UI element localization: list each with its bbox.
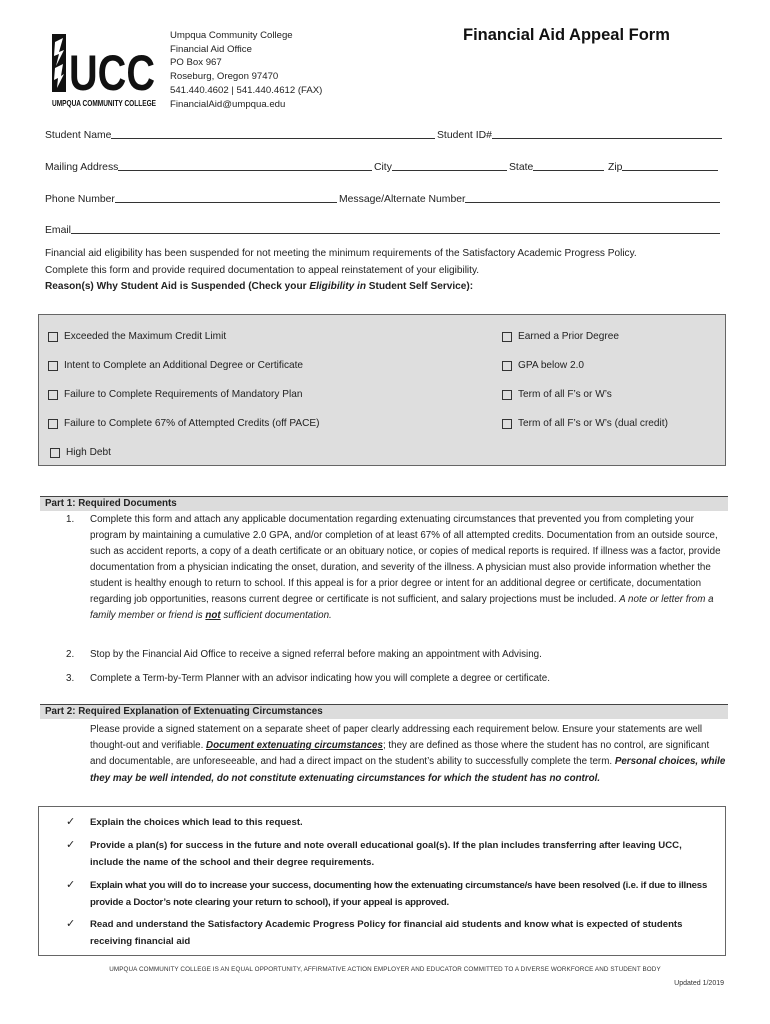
part1-header: Part 1: Required Documents xyxy=(40,496,728,511)
logo-text: UCC xyxy=(69,45,155,101)
reason-heading-emphasis: Eligibility in xyxy=(309,281,366,292)
checkbox[interactable] xyxy=(502,390,512,400)
city-label: City xyxy=(374,162,392,173)
address-line: Umpqua Community College xyxy=(170,30,293,41)
zip-field xyxy=(608,160,718,173)
part2-paragraph xyxy=(90,722,726,787)
logo-subtitle: UMPQUA COMMUNITY COLLEGE xyxy=(52,99,157,108)
part1-item-2 xyxy=(66,647,722,663)
checkbox[interactable] xyxy=(48,332,58,342)
checklist-item xyxy=(66,815,716,832)
zip-input[interactable] xyxy=(622,160,718,171)
city-field xyxy=(374,160,507,173)
reason-label: Failure to Complete Requirements of Mandatory Plan xyxy=(64,389,303,400)
checkbox[interactable] xyxy=(502,361,512,371)
phone-field xyxy=(45,192,337,205)
item-text: Stop by the Financial Aid Office to receive a signed referral before making an appointment with Advising. xyxy=(90,649,542,660)
form-title: Financial Aid Appeal Form xyxy=(463,26,670,44)
reason-heading-text: Student Self Service): xyxy=(365,281,474,292)
address-line: Roseburg, Oregon 97470 xyxy=(170,71,279,83)
checklist-item xyxy=(66,878,716,911)
mailing-address-input[interactable] xyxy=(118,160,372,171)
checkbox[interactable] xyxy=(48,419,58,429)
part2-text: Please provide a signed statement on a separate sheet of paper clearly addressing each requirement below. Ensure your statements are well thought-out and verifiable. xyxy=(90,724,703,752)
item-note: sufficient documentation. xyxy=(220,610,332,621)
part1-item-1 xyxy=(66,512,722,624)
item-text: Complete a Term-by-Term Planner with an advisor indicating how you will complete a degree or certificate. xyxy=(90,673,550,684)
check-icon: ✓ xyxy=(66,816,76,828)
state-input[interactable] xyxy=(533,160,604,171)
row-name xyxy=(45,127,722,141)
reason-label: Intent to Complete an Additional Degree or Certificate xyxy=(64,360,304,371)
intro-line: Complete this form and provide required documentation to appeal reinstatement of your eligibility. xyxy=(45,264,480,276)
email-field xyxy=(45,223,720,236)
student-id-field xyxy=(437,128,722,141)
reason-all-f-w-dual[interactable] xyxy=(502,418,668,429)
item-number: 1. xyxy=(66,514,75,525)
reason-label: High Debt xyxy=(66,447,111,458)
item-number: 2. xyxy=(66,649,75,660)
checkbox[interactable] xyxy=(502,332,512,342)
footer-statement: UMPQUA COMMUNITY COLLEGE IS AN EQUAL OPPORTUNITY, AFFIRMATIVE ACTION EMPLOYER AND EDUCATOR COMMITTED TO A DIVERSE WORKFORCE AND STUDENT BODY xyxy=(109,966,661,973)
checklist-text: Explain what you will do to increase your success, documenting how the extenuating circumstance/s have been resolved (i.e. if due to illness provide a Doctor’s note clearing your return to school), if your appeal is approved. xyxy=(90,880,708,908)
checkbox[interactable] xyxy=(50,448,60,458)
reason-label: Term of all F’s or W’s xyxy=(518,389,612,400)
checklist-text: Provide a plan(s) for success in the future and note overall educational goal(s). If the plan includes transferring after leaving UCC, include the name of the school and their degree requirements. xyxy=(90,840,682,868)
address-line: Financial Aid Office xyxy=(170,43,252,55)
row-email xyxy=(45,222,720,236)
email-input[interactable] xyxy=(71,223,720,234)
item-note-emphasis: not xyxy=(205,610,221,621)
reason-heading xyxy=(45,281,473,292)
reason-pace[interactable] xyxy=(48,418,319,429)
checkbox[interactable] xyxy=(48,361,58,371)
reason-additional-degree[interactable] xyxy=(48,360,303,371)
phone-input[interactable] xyxy=(115,192,337,203)
row-phone xyxy=(45,191,720,205)
ucc-logo xyxy=(52,32,158,110)
checkbox[interactable] xyxy=(48,390,58,400)
part2-emphasis: Document extenuating circumstances xyxy=(206,740,383,752)
part2-header: Part 2: Required Explanation of Extenuating Circumstances xyxy=(40,704,728,719)
item-number: 3. xyxy=(66,673,75,684)
reason-all-f-w[interactable] xyxy=(502,389,612,400)
reason-label: GPA below 2.0 xyxy=(518,360,585,371)
checkbox[interactable] xyxy=(502,419,512,429)
reason-label: Term of all F’s or W’s (dual credit) xyxy=(518,418,668,429)
mailing-address-field xyxy=(45,160,372,173)
check-icon: ✓ xyxy=(66,918,76,930)
reason-prior-degree[interactable] xyxy=(502,331,619,342)
reason-label: Exceeded the Maximum Credit Limit xyxy=(64,331,227,342)
intro-paragraph xyxy=(45,246,725,279)
phone-label: Phone Number xyxy=(45,194,115,205)
item-text: Complete this form and attach any applicable documentation regarding extenuating circumstances that prevented you from completing your program by maintaining a cumulative 2.0 GPA, and/or completion of at least 67% of all attempted credits. Documentation from an outside source, such as accident reports, a copy of a death certificate or an obituary notice, or copies of medical reports is required. If illness was a factor, provide documentation from a physician indicating the onset, duration, and severity of the illness. A physician must also provide information whether the student is healthy enough to return to school. If this appeal is for a prior degree or intent for an additional degree or certificate, documentation regarding job opportunities, reasons current degree or certificate is not sufficient, and salary projections must be included. xyxy=(90,514,721,605)
zip-label: Zip xyxy=(608,162,623,173)
state-field xyxy=(509,160,604,173)
city-input[interactable] xyxy=(392,160,507,171)
student-name-field xyxy=(45,128,435,141)
row-address xyxy=(45,159,718,173)
reason-gpa[interactable] xyxy=(502,360,584,371)
student-id-input[interactable] xyxy=(492,128,722,139)
alt-number-label: Message/Alternate Number xyxy=(339,194,466,205)
intro-line: Financial aid eligibility has been suspended for not meeting the minimum requirements of the Satisfactory Academic Progress Policy. xyxy=(45,248,637,259)
state-label: State xyxy=(509,162,534,173)
reason-mandatory-plan[interactable] xyxy=(48,389,302,400)
check-icon: ✓ xyxy=(66,839,76,851)
reason-label: Failure to Complete 67% of Attempted Credits (off PACE) xyxy=(64,418,320,429)
address-email[interactable]: FinancialAid@umpqua.edu xyxy=(170,98,286,110)
email-label: Email xyxy=(45,225,71,236)
part2-text: ; they are defined as those where the student has no control, are significant and documentable, are unforeseeable, and had a direct impact on the student’s ability to successfully complete the term. xyxy=(90,740,710,768)
mailing-address-label: Mailing Address xyxy=(45,162,119,173)
reason-label: Earned a Prior Degree xyxy=(518,331,619,342)
checklist-item xyxy=(66,838,716,871)
updated-date: Updated 1/2019 xyxy=(674,980,724,987)
check-icon: ✓ xyxy=(66,879,76,891)
student-name-input[interactable] xyxy=(111,128,435,139)
office-address xyxy=(170,29,322,111)
student-id-label: Student ID# xyxy=(437,130,492,141)
part2-bold-note: Personal choices, while they may be well intended, do not constitute extenuating circumstances for which the student has no control. xyxy=(90,756,726,784)
reason-high-debt[interactable] xyxy=(50,447,111,458)
address-line: 541.440.4602 | 541.440.4612 (FAX) xyxy=(170,84,323,96)
checklist-item xyxy=(66,917,716,950)
reason-heading-text: Reason(s) Why Student Aid is Suspended (Check your xyxy=(45,281,310,292)
address-line: PO Box 967 xyxy=(170,57,222,69)
alt-number-input[interactable] xyxy=(465,192,720,203)
reason-max-credit[interactable] xyxy=(48,331,226,342)
checklist-text: Read and understand the Satisfactory Academic Progress Policy for financial aid students and know what is expected of students receiving financial aid xyxy=(90,919,683,947)
alt-number-field xyxy=(339,192,720,205)
part1-item-3 xyxy=(66,671,722,687)
student-name-label: Student Name xyxy=(45,130,112,141)
checklist-text: Explain the choices which lead to this request. xyxy=(90,817,303,828)
item-note: A note or letter from a family member or friend is xyxy=(90,594,714,621)
